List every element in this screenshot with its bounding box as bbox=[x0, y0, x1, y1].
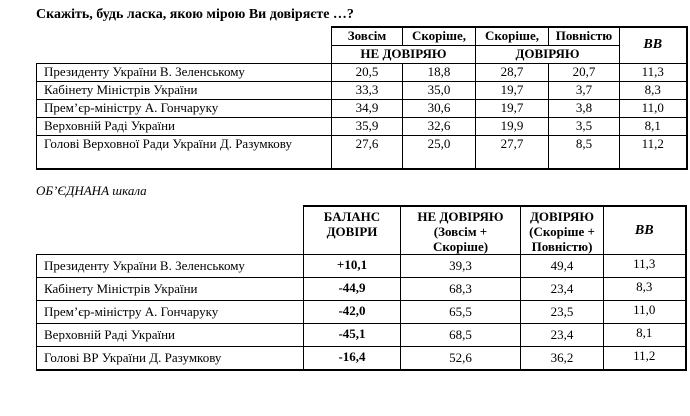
table2-header-row bbox=[37, 206, 686, 255]
value-cell: 3,7 bbox=[549, 81, 620, 99]
row-label: Президенту України В. Зеленському bbox=[37, 63, 332, 81]
trust-cell: 36,2 bbox=[521, 347, 604, 370]
not-trust-cell: 52,6 bbox=[401, 347, 521, 370]
balance-cell: -16,4 bbox=[304, 347, 401, 370]
row-label: Прем’єр-міністру А. Гончаруку bbox=[37, 301, 304, 324]
not-trust-cell: 39,3 bbox=[401, 255, 521, 278]
bb-value-cell: 11,3 bbox=[604, 255, 686, 278]
value-cell: 19,9 bbox=[476, 117, 549, 135]
table2-row bbox=[37, 255, 686, 278]
value-cell: 32,6 bbox=[403, 117, 476, 135]
value-cell: 25,0 bbox=[403, 135, 476, 169]
bb-value-cell: 8,1 bbox=[604, 324, 686, 347]
value-cell: 34,9 bbox=[332, 99, 403, 117]
table1-group-trust: ДОВІРЯЮ bbox=[476, 45, 620, 63]
value-cell: 20,5 bbox=[332, 63, 403, 81]
table2-col-trust bbox=[521, 206, 604, 255]
table1-col-rather-yes: Скоріше, bbox=[476, 27, 549, 45]
table2-col-balance: БАЛАНС ДОВІРИ bbox=[304, 206, 401, 255]
trust-cell: 23,4 bbox=[521, 324, 604, 347]
table1-row bbox=[37, 117, 687, 135]
bb-value-cell: 8,3 bbox=[620, 81, 687, 99]
not-trust-cell: 65,5 bbox=[401, 301, 521, 324]
table1-row bbox=[37, 63, 687, 81]
value-cell: 27,6 bbox=[332, 135, 403, 169]
table2-corner-spacer bbox=[37, 206, 304, 255]
bb-value-cell: 11,3 bbox=[620, 63, 687, 81]
not-trust-header-sub: (Зовсім + Скоріше) bbox=[432, 224, 489, 254]
combined-scale-label: ОБ’ЄДНАНА шкала bbox=[36, 183, 147, 198]
value-cell: 28,7 bbox=[476, 63, 549, 81]
table2-row bbox=[37, 347, 686, 370]
value-cell: 19,7 bbox=[476, 81, 549, 99]
bb-value-cell: 11,0 bbox=[620, 99, 687, 117]
table1-row bbox=[37, 99, 687, 117]
value-cell: 33,3 bbox=[332, 81, 403, 99]
table1-group-not-trust: НЕ ДОВІРЯЮ bbox=[332, 45, 476, 63]
table1-col-totally-not: Зовсім bbox=[332, 27, 403, 45]
balance-cell: -44,9 bbox=[304, 278, 401, 301]
trust-header-label: ДОВІРЯЮ bbox=[529, 209, 595, 224]
combined-scale-table bbox=[36, 205, 687, 371]
table1-col-bb: ВВ bbox=[620, 27, 687, 63]
trust-scale-table bbox=[36, 26, 688, 170]
not-trust-cell: 68,3 bbox=[401, 278, 521, 301]
bb-value-cell: 11,2 bbox=[620, 135, 687, 169]
value-cell: 3,8 bbox=[549, 99, 620, 117]
value-cell: 20,7 bbox=[549, 63, 620, 81]
value-cell: 19,7 bbox=[476, 99, 549, 117]
balance-cell: -42,0 bbox=[304, 301, 401, 324]
value-cell: 18,8 bbox=[403, 63, 476, 81]
table1-header-row-1 bbox=[37, 27, 687, 45]
page-title: Скажіть, будь ласка, якою мірою Ви довіряєте …? bbox=[36, 7, 354, 22]
row-label: Президенту України В. Зеленському bbox=[37, 255, 304, 278]
bb-value-cell: 8,3 bbox=[604, 278, 686, 301]
row-label: Верховній Раді України bbox=[37, 117, 332, 135]
bb-value-cell: 11,2 bbox=[604, 347, 686, 370]
value-cell: 35,0 bbox=[403, 81, 476, 99]
trust-cell: 23,5 bbox=[521, 301, 604, 324]
table2-col-not-trust bbox=[401, 206, 521, 255]
table2-col-bb: ВВ bbox=[604, 206, 686, 255]
table1-col-fully: Повністю bbox=[549, 27, 620, 45]
value-cell: 8,5 bbox=[549, 135, 620, 169]
trust-cell: 23,4 bbox=[521, 278, 604, 301]
row-label: Кабінету Міністрів України bbox=[37, 278, 304, 301]
table1-corner-spacer bbox=[37, 27, 332, 63]
table2-row bbox=[37, 301, 686, 324]
bb-value-cell: 8,1 bbox=[620, 117, 687, 135]
row-label: Голові ВР України Д. Разумкову bbox=[37, 347, 304, 370]
bb-value-cell: 11,0 bbox=[604, 301, 686, 324]
balance-cell: +10,1 bbox=[304, 255, 401, 278]
table2-row bbox=[37, 324, 686, 347]
not-trust-header-label: НЕ ДОВІРЯЮ bbox=[417, 209, 504, 224]
balance-cell: -45,1 bbox=[304, 324, 401, 347]
row-label: Кабінету Міністрів України bbox=[37, 81, 332, 99]
trust-header-sub: (Скоріше + Повністю) bbox=[529, 224, 595, 254]
value-cell: 30,6 bbox=[403, 99, 476, 117]
trust-cell: 49,4 bbox=[521, 255, 604, 278]
row-label: Прем’єр-міністру А. Гончаруку bbox=[37, 99, 332, 117]
value-cell: 35,9 bbox=[332, 117, 403, 135]
table1-row bbox=[37, 81, 687, 99]
table2-row bbox=[37, 278, 686, 301]
not-trust-cell: 68,5 bbox=[401, 324, 521, 347]
row-label: Верховній Раді України bbox=[37, 324, 304, 347]
table1-row bbox=[37, 135, 687, 169]
value-cell: 27,7 bbox=[476, 135, 549, 169]
value-cell: 3,5 bbox=[549, 117, 620, 135]
row-label: Голові Верховної Ради України Д. Разумкову bbox=[37, 135, 332, 169]
table1-col-rather-not: Скоріше, bbox=[403, 27, 476, 45]
